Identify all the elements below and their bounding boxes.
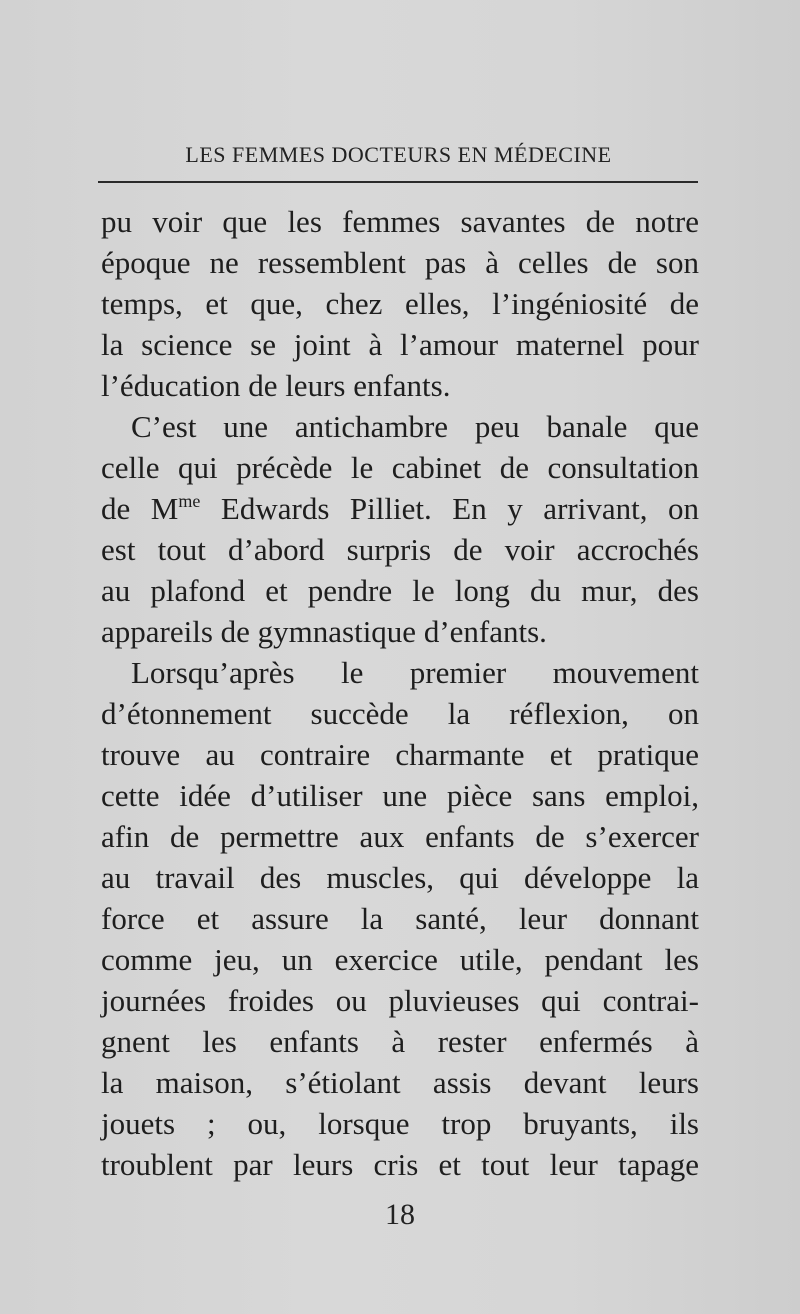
text-line: troublent par leurs cris et tout leur tapage	[101, 1147, 699, 1182]
text-line: au plafond et pendre le long du mur, des	[101, 573, 699, 608]
body-text	[101, 201, 699, 1185]
text-fragment: Edwards Pilliet. En y arrivant, on	[200, 491, 699, 526]
text-line: pu voir que les femmes savantes de notre	[101, 204, 699, 239]
text-line: trouve au contraire charmante et pratique	[101, 737, 699, 772]
header-rule	[98, 181, 698, 183]
running-head: LES FEMMES DOCTEURS EN MÉDECINE	[185, 142, 612, 167]
text-line: force et assure la santé, leur donnant	[101, 901, 699, 936]
text-line: la science se joint à l’amour maternel pour	[101, 327, 699, 362]
text-line: Lorsqu’après le premier mouvement	[131, 655, 699, 690]
text-line: afin de permettre aux enfants de s’exercer	[101, 819, 699, 854]
text-line: est tout d’abord surpris de voir accrochés	[101, 532, 699, 567]
text-line: d’étonnement succède la réflexion, on	[101, 696, 699, 731]
text-line: au travail des muscles, qui développe la	[101, 860, 699, 895]
text-line: cette idée d’utiliser une pièce sans emploi,	[101, 778, 699, 813]
page-number: 18	[385, 1198, 415, 1231]
text-line: appareils de gymnastique d’enfants.	[101, 614, 547, 649]
text-line: gnent les enfants à rester enfermés à	[101, 1024, 699, 1059]
text-line: journées froides ou pluvieuses qui contrai-	[101, 983, 699, 1018]
text-line: la maison, s’étiolant assis devant leurs	[101, 1065, 699, 1100]
text-line: jouets ; ou, lorsque trop bruyants, ils	[101, 1106, 699, 1141]
text-line: époque ne ressemblent pas à celles de son	[101, 245, 699, 280]
text-line: temps, et que, chez elles, l’ingéniosité de	[101, 286, 699, 321]
text-line: comme jeu, un exercice utile, pendant les	[101, 942, 699, 977]
superscript: me	[178, 491, 201, 511]
text-fragment: de M	[101, 491, 179, 526]
text-line-with-superscript	[101, 488, 699, 529]
text-line: celle qui précède le cabinet de consultation	[101, 450, 699, 485]
text-line: C’est une antichambre peu banale que	[131, 409, 699, 444]
text-line: l’éducation de leurs enfants.	[101, 368, 451, 403]
